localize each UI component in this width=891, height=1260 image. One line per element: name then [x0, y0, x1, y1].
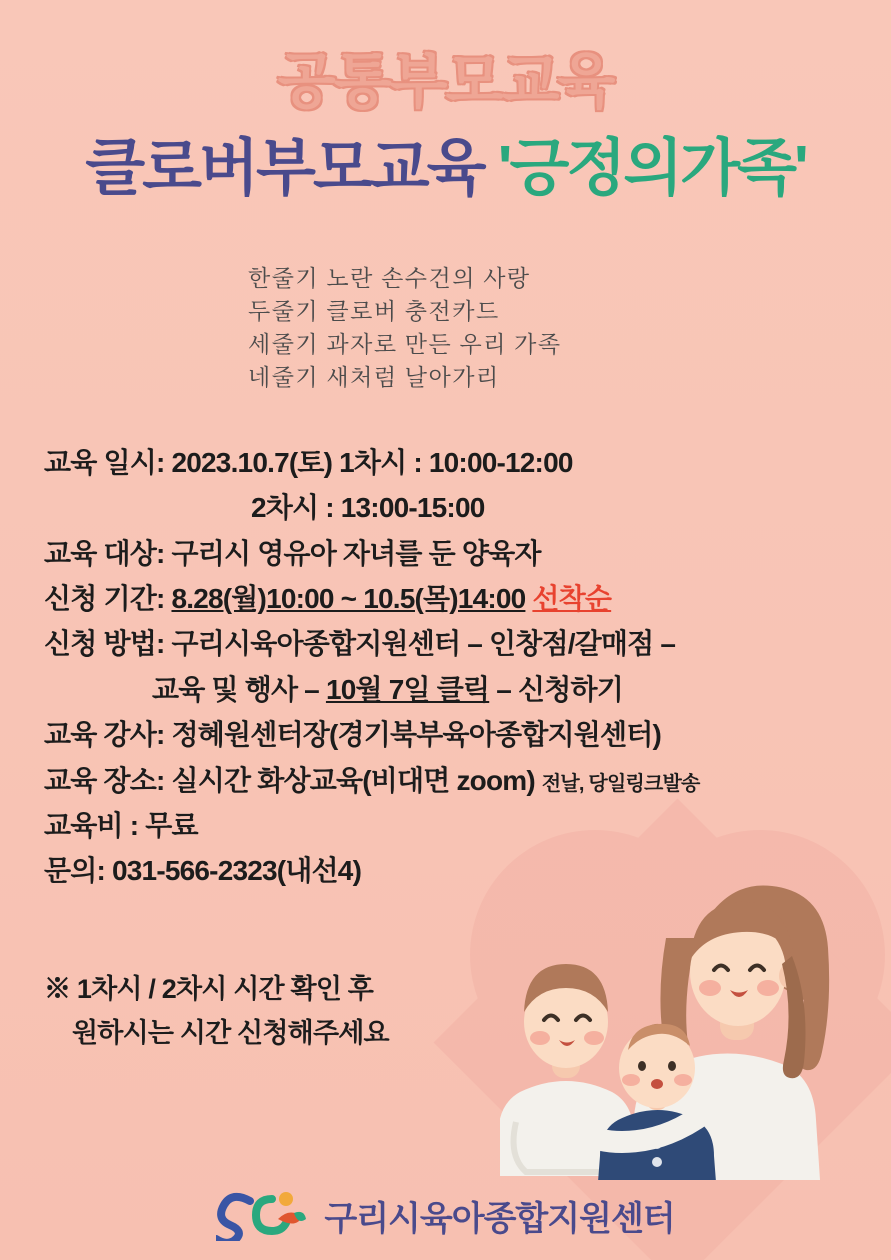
info-value-teacher: 정혜원센터장(경기북부육아종합지원센터) — [171, 719, 661, 751]
info-value-apply-method-2c: – 신청하기 — [489, 673, 623, 705]
poem-line-2: 두줄기 클로버 충전카드 — [248, 299, 500, 325]
info-value-contact: 031-566-2323(내선4) — [112, 855, 362, 887]
info-row-place — [44, 758, 864, 803]
footer-org-name: 구리시육아종합지원센터 — [324, 1200, 675, 1238]
info-row-date-2 — [44, 485, 864, 530]
info-value-apply-method: 구리시육아종합지원센터 – 인창점/갈매점 – — [171, 628, 676, 660]
info-note-place: 전날, 당일링크발송 — [541, 772, 700, 795]
poem-block — [248, 262, 708, 394]
center-logo-icon — [216, 1185, 312, 1246]
poster-subtitle-top: 공통부모교육 — [277, 48, 614, 115]
info-value-apply-method-2a: 교육 및 행사 – — [152, 673, 326, 705]
info-row-fee — [44, 803, 864, 848]
family-illustration — [500, 860, 880, 1180]
info-label-contact: 문의: — [44, 855, 106, 887]
info-row-apply-method-2 — [44, 667, 864, 712]
info-block — [44, 440, 864, 894]
note-block — [44, 968, 389, 1055]
info-row-target — [44, 531, 864, 576]
info-value-apply-method-link: 10월 7일 클릭 — [325, 673, 490, 705]
footer — [0, 1185, 891, 1246]
poem-line-4: 네줄기 새처럼 날아가리 — [248, 365, 500, 391]
info-label-fee: 교육비 : — [44, 809, 139, 841]
info-value-target: 구리시 영유아 자녀를 둔 양육자 — [171, 537, 541, 569]
info-value-date-2: 2차시 : 13:00-15:00 — [251, 492, 485, 524]
note-line-1: ※ 1차시 / 2차시 시간 확인 후 — [44, 974, 374, 1004]
info-value-place: 실시간 화상교육(비대면 zoom) — [171, 764, 535, 796]
info-label-teacher: 교육 강사: — [44, 719, 165, 751]
poem-line-3: 세줄기 과자로 만든 우리 가족 — [248, 332, 562, 358]
info-label-place: 교육 장소: — [44, 764, 165, 796]
info-value-fee: 무료 — [145, 809, 198, 841]
info-value-apply-period: 8.28(월)10:00 ~ 10.5(목)14:00 — [171, 583, 526, 615]
info-label-apply-method: 신청 방법: — [44, 628, 165, 660]
poem-line-1: 한줄기 노란 손수건의 사랑 — [248, 266, 531, 291]
poster-title — [0, 118, 891, 207]
info-label-target: 교육 대상: — [44, 537, 165, 569]
info-row-teacher — [44, 712, 864, 757]
info-value-date: 2023.10.7(토) 1차시 : 10:00-12:00 — [171, 447, 573, 478]
info-row-apply-method — [44, 621, 864, 666]
info-row-date — [44, 440, 864, 485]
info-badge-first-come: 선착순 — [532, 583, 612, 615]
poster-title-part1: 클로버부모교육 — [85, 134, 498, 203]
poster-title-part2: '긍정의가족' — [497, 134, 806, 203]
info-row-apply-period — [44, 576, 864, 621]
info-label-date: 교육 일시: — [44, 447, 165, 478]
note-line-2: 원하시는 시간 신청해주세요 — [72, 1017, 389, 1048]
info-label-apply-period: 신청 기간: — [44, 583, 165, 615]
footer-inner — [216, 1185, 674, 1246]
